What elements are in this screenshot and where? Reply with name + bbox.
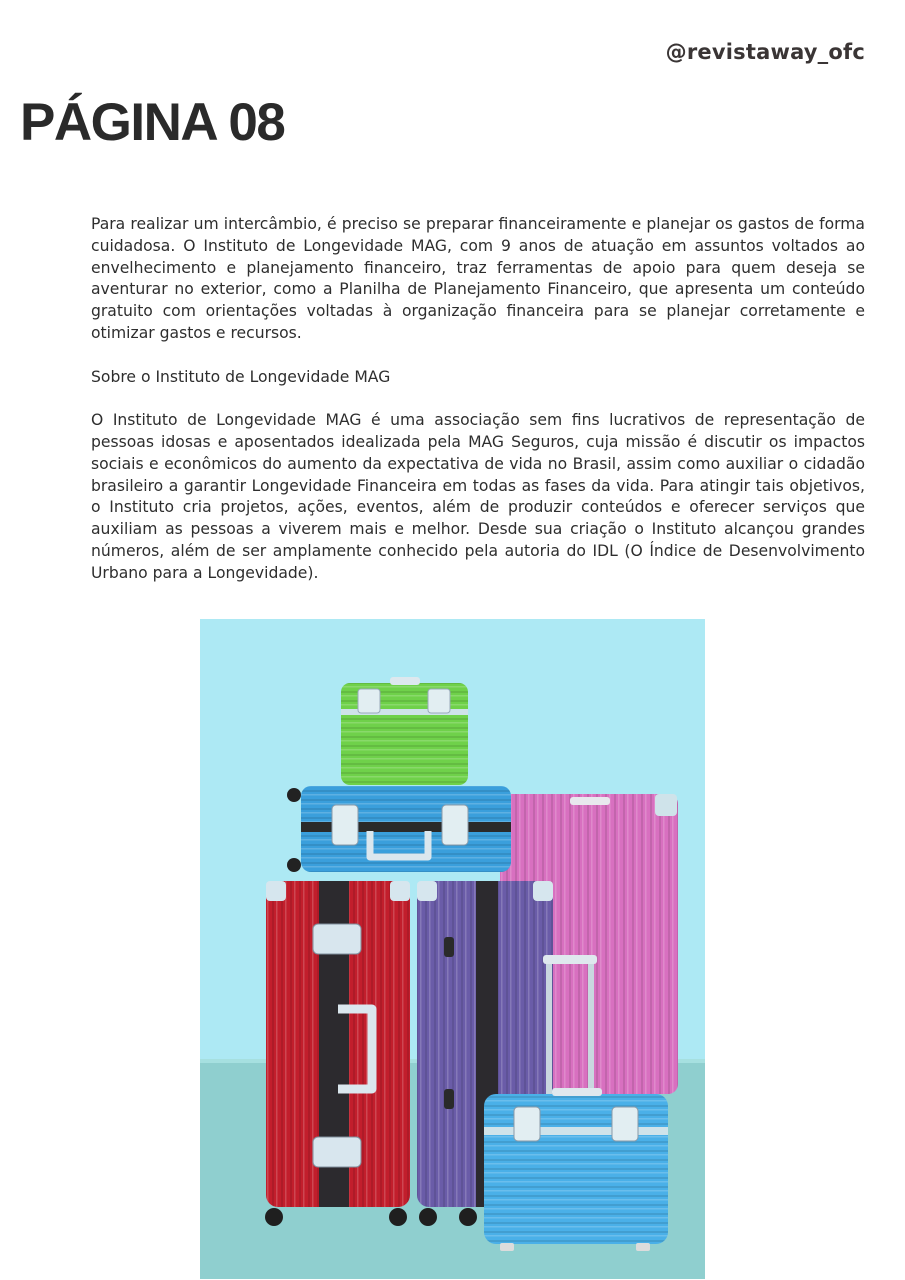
page-title: PÁGINA 08 — [20, 93, 285, 152]
red-suitcase — [265, 881, 410, 1226]
light-blue-suitcase — [484, 1088, 668, 1251]
article-body — [91, 214, 865, 606]
green-suitcase — [341, 677, 468, 785]
blue-suitcase — [287, 786, 511, 872]
institute-paragraph: O Instituto de Longevidade MAG é uma associação sem fins lucrativos de representação de pessoas idosas e aposentados idealizada pela MAG Seguros, cuja missão é discutir os impactos sociais e econômicos do aumento da expectativa de vida no Brasil, assim como auxiliar o cidadão brasileiro a garantir Longevidade Financeira em todas as fases da vida. Para atingir tais objetivos, o Instituto cria projetos, ações, eventos, além de produzir conteúdos e oferecer serviços que auxiliam as pessoas a viverem mais e melhor. Desde sua criação o Instituto alcançou grandes números, além de ser amplamente conhecido pela autoria do IDL (O Índice de Desenvolvimento Urbano para a Longevidade). — [91, 411, 865, 582]
intro-paragraph: Para realizar um intercâmbio, é preciso se preparar financeiramente e planejar os gastos de forma cuidadosa. O Instituto de Longevidade MAG, com 9 anos de atuação em assuntos voltados ao envelhecimento e planejamento financeiro, traz ferramentas de apoio para quem deseja se aventurar no exterior, como a Planilha de Planejamento Financeiro, que apresenta um conteúdo gratuito com orientações voltadas à organização financeira para se planejar corretamente e otimizar gastos e recursos. — [91, 215, 865, 342]
suitcases-photo — [200, 619, 705, 1279]
section-subheading: Sobre o Instituto de Longevidade MAG — [91, 367, 391, 386]
instagram-handle: @revistaway_ofc — [665, 40, 865, 64]
